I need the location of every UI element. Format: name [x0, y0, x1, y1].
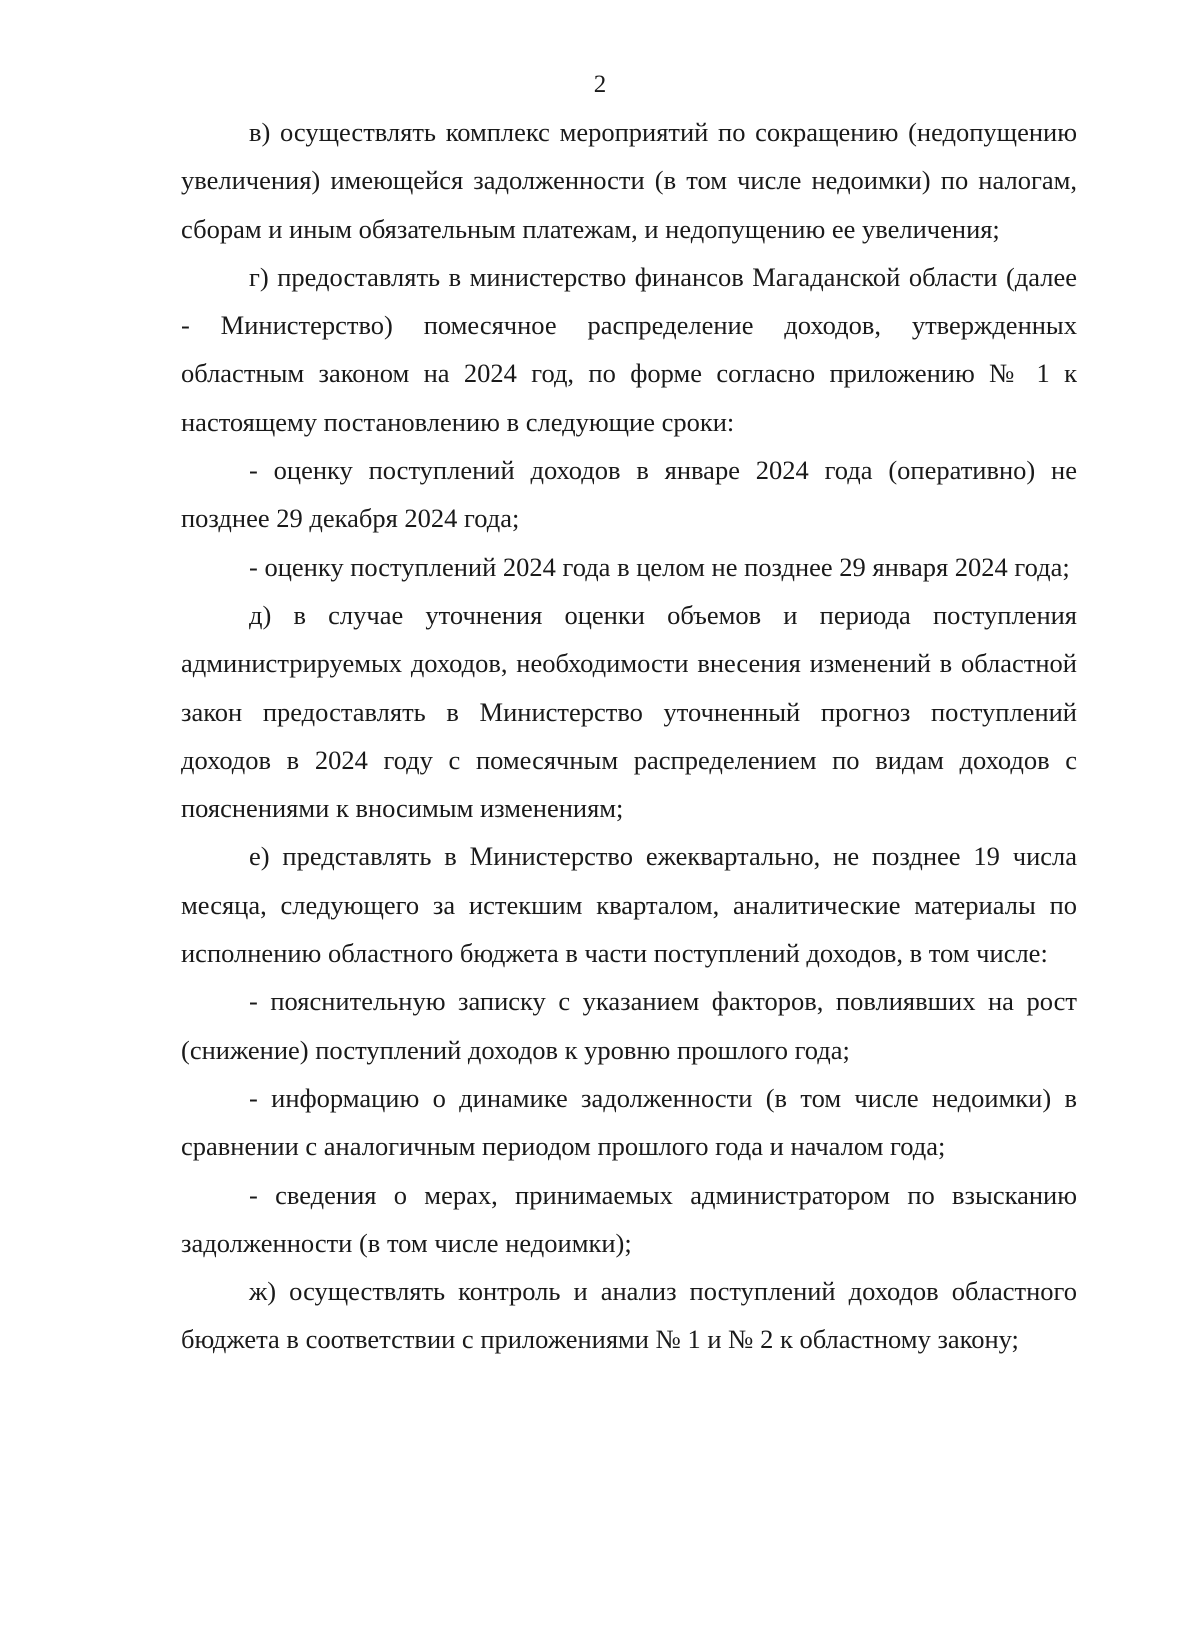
- paragraph-e: е) представлять в Министерство ежеквартально, не позднее 19 числа месяца, следующего за истекшим кварталом, аналитические материалы по исполнению областного бюджета в части поступлений доходов, в том числе:: [181, 841, 1077, 969]
- page-number: 2: [593, 71, 607, 98]
- paragraph-d: д) в случае уточнения оценки объемов и периода поступления администрируемых доходов, необходимости внесения изменений в областной закон предоставлять в Министерство уточненный прогноз поступлений доходов в 2024 году с помесячным распределением по видам доходов с пояснениями к вносимым изменениям;: [181, 599, 1077, 824]
- paragraph-g: г) предоставлять в министерство финансов Магаданской области (далее - Министерство) помесячное распределение доходов, утвержденных областным законом на 2024 год, по форме согласно приложению № 1 к настоящему постановлению в следующие сроки:: [181, 261, 1077, 437]
- paragraph-g-item-january: - оценку поступлений доходов в январе 2024 года (оперативно) не позднее 29 декабря 2024 года;: [181, 455, 1077, 534]
- paragraph-zh: ж) осуществлять контроль и анализ поступлений доходов областного бюджета в соответствии с приложениями № 1 и № 2 к областному закону;: [181, 1276, 1077, 1355]
- paragraph-e-item-note: - пояснительную записку с указанием факторов, повлиявших на рост (снижение) поступлений доходов к уровню прошлого года;: [181, 986, 1077, 1065]
- paragraph-g-item-year: - оценку поступлений 2024 года в целом не позднее 29 января 2024 года;: [249, 551, 1070, 582]
- paragraph-v: в) осуществлять комплекс мероприятий по сокращению (недопущению увеличения) имеющейся задолженности (в том числе недоимки) по налогам, сборам и иным обязательным платежам, и недопущению ее увеличения;: [181, 117, 1077, 244]
- paragraph-e-item-measures: - сведения о мерах, принимаемых администратором по взысканию задолженности (в том числе недоимки);: [181, 1179, 1077, 1258]
- paragraph-e-item-debt: - информацию о динамике задолженности (в том числе недоимки) в сравнении с аналогичным периодом прошлого года и началом года;: [181, 1082, 1077, 1162]
- document-body: [181, 108, 1077, 1364]
